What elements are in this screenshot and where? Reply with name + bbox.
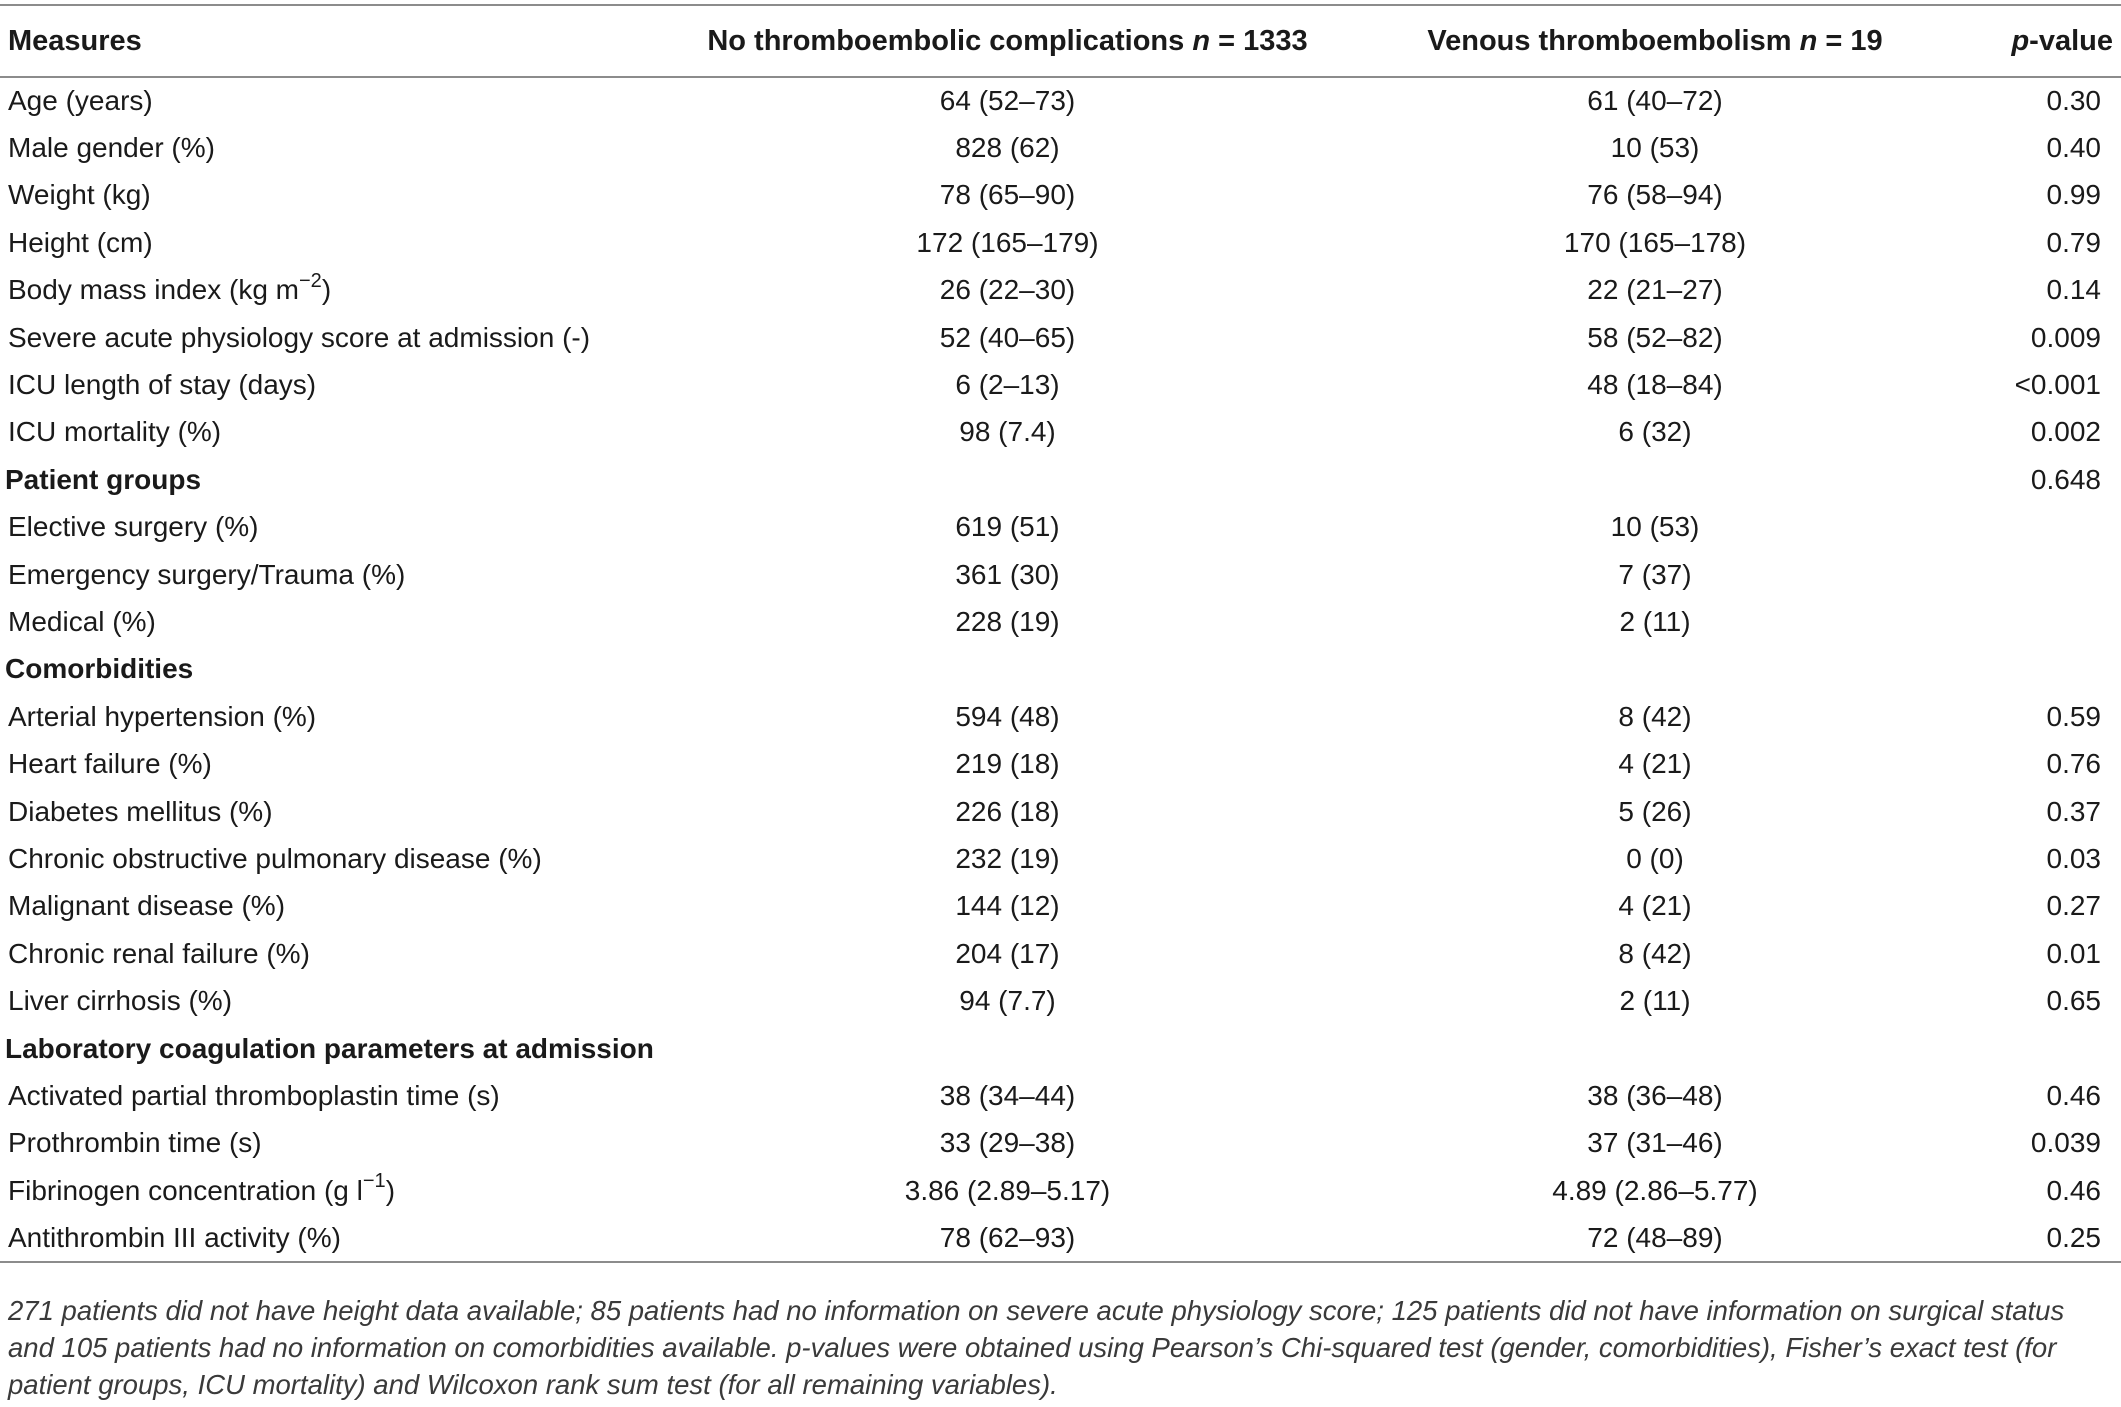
no-complications-value: 228 (19): [955, 605, 1060, 637]
no-complications-value: 3.86 (2.89–5.17): [904, 1174, 1111, 1206]
table-row: [0, 1167, 2121, 1214]
no-complications-value: 98 (7.4): [959, 416, 1056, 448]
no-complications-value: 828 (62): [955, 132, 1060, 164]
empty-cell: [660, 646, 1355, 693]
vte-value: 2 (11): [1619, 605, 1691, 637]
p-value-cell: [1955, 551, 2121, 598]
p-value-cell: 0.01: [2046, 937, 2101, 969]
p-value-cell: [1955, 1025, 2121, 1072]
table-row: [0, 504, 2121, 551]
no-complications-value: 594 (48): [955, 700, 1060, 732]
measure-label-text: Body mass index (kg m: [8, 274, 299, 306]
p-value-cell: 0.27: [2046, 890, 2101, 922]
p-value-cell: 0.40: [2046, 132, 2101, 164]
no-complications-value: 6 (2–13): [955, 369, 1060, 401]
measure-label: Medical (%): [8, 605, 156, 637]
header-measures: Measures: [0, 5, 660, 77]
measure-label: Emergency surgery/Trauma (%): [8, 558, 406, 590]
table-row: [0, 77, 2121, 124]
measure-label: ICU mortality (%): [8, 416, 222, 448]
header-p-symbol: p: [2011, 24, 2030, 57]
no-complications-value: 361 (30): [955, 558, 1060, 590]
no-complications-value: 26 (22–30): [939, 274, 1076, 306]
table-row: [0, 314, 2121, 361]
header-group2-label: Venous thromboembolism: [1427, 24, 1792, 57]
table-header: [0, 5, 2121, 77]
vte-value: 170 (165–178): [1563, 226, 1747, 258]
section-header-row: [0, 646, 2121, 693]
table-row: [0, 883, 2121, 930]
vte-value: 37 (31–46): [1587, 1127, 1723, 1159]
vte-value: 7 (37): [1618, 558, 1692, 590]
no-complications-value: 52 (40–65): [939, 321, 1076, 353]
p-value-cell: 0.76: [2046, 748, 2101, 780]
vte-value: 8 (42): [1618, 937, 1692, 969]
empty-cell: [1355, 456, 1955, 503]
table-row: [0, 693, 2121, 740]
header-no-complications: [660, 5, 1355, 77]
no-complications-value: 78 (62–93): [660, 1214, 1355, 1261]
table-row: [0, 267, 2121, 314]
patient-characteristics-table: [0, 4, 2121, 1263]
p-value-cell: [1955, 504, 2121, 551]
table-footnote: 271 patients did not have height data available; 85 patients had no information on severe acute physiology score; 125 patients did not have information on surgical status and 105 patients had no information on comorbidities available. p-values were obtained using Pearson’s Chi-squared test (gender, comorbidities), Fisher’s exact test (for patient groups, ICU mortality) and Wilcoxon rank sum test (for all remaining variables).: [8, 1295, 2065, 1400]
vte-value: 58 (52–82): [1587, 321, 1723, 353]
table-row: [0, 361, 2121, 408]
measure-label-text: Fibrinogen concentration (g l: [8, 1174, 363, 1206]
vte-value: 4 (21): [1618, 890, 1692, 922]
no-complications-value: 204 (17): [955, 937, 1060, 969]
p-value-cell: 0.14: [2046, 274, 2101, 306]
measure-label-end: ): [321, 274, 332, 306]
table-row: [0, 124, 2121, 171]
header-group2-n-value: = 19: [1817, 24, 1883, 57]
p-value-cell: 0.002: [2030, 416, 2101, 448]
header-group1-n-value: = 1333: [1210, 24, 1308, 57]
measure-label-end: ): [385, 1174, 396, 1206]
measure-label: Activated partial thromboplastin time (s): [8, 1079, 500, 1111]
measure-label: Age (years): [8, 85, 153, 117]
table-row: [0, 740, 2121, 787]
table-row: [0, 409, 2121, 456]
vte-value: 0 (0): [1626, 842, 1684, 874]
p-value-cell: 0.648: [2030, 463, 2101, 495]
p-value-cell: 0.79: [2046, 226, 2101, 258]
no-complications-value: 226 (18): [955, 795, 1060, 827]
no-complications-value: 219 (18): [955, 748, 1060, 780]
table-row: [0, 1214, 2121, 1261]
vte-value: 8 (42): [1618, 700, 1692, 732]
table-row: [0, 551, 2121, 598]
measure-label: ICU length of stay (days): [8, 369, 317, 401]
measure-label: Height (cm): [8, 226, 153, 258]
table-row: [0, 1120, 2121, 1167]
p-value-cell: <0.001: [2014, 369, 2101, 401]
no-complications-value: 232 (19): [955, 842, 1060, 874]
p-value-cell: 0.46: [2046, 1079, 2101, 1111]
p-value-cell: 0.59: [2046, 700, 2101, 732]
empty-cell: [1355, 1025, 1955, 1072]
no-complications-value: 619 (51): [955, 511, 1060, 543]
section-header-row: [0, 1025, 2121, 1072]
no-complications-value: 33 (29–38): [939, 1127, 1076, 1159]
vte-value: 4 (21): [1618, 748, 1692, 780]
p-value-cell: 0.25: [1955, 1214, 2121, 1261]
p-value-cell: 0.03: [2046, 842, 2101, 874]
vte-value: 22 (21–27): [1587, 274, 1723, 306]
empty-cell: [660, 1025, 1355, 1072]
measure-label: Diabetes mellitus (%): [8, 795, 273, 827]
measure-label: Malignant disease (%): [8, 890, 286, 922]
measure-label: Heart failure (%): [8, 748, 212, 780]
p-value-cell: 0.039: [2030, 1127, 2101, 1159]
no-complications-value: 172 (165–179): [916, 226, 1099, 258]
measure-label: Liver cirrhosis (%): [8, 985, 233, 1017]
vte-value: 4.89 (2.86–5.77): [1552, 1174, 1758, 1206]
empty-cell: [660, 456, 1355, 503]
table-row: [0, 219, 2121, 266]
measure-label: Severe acute physiology score at admission (-): [8, 321, 591, 353]
p-value-cell: 0.009: [2030, 321, 2101, 353]
p-value-cell: 0.37: [2046, 795, 2101, 827]
header-vte: [1355, 5, 1955, 77]
table-body: [0, 77, 2121, 1262]
header-p-suffix: -value: [2029, 24, 2113, 57]
header-row: [0, 5, 2121, 77]
vte-value: 72 (48–89): [1355, 1214, 1955, 1261]
header-group2-n-symbol: n: [1799, 24, 1818, 57]
measure-label: Arterial hypertension (%): [8, 700, 317, 732]
section-title: Patient groups: [5, 463, 202, 495]
no-complications-value: 78 (65–90): [939, 179, 1076, 211]
p-value-cell: [1955, 598, 2121, 645]
measure-label: Chronic obstructive pulmonary disease (%): [8, 842, 542, 874]
vte-value: 76 (58–94): [1587, 179, 1723, 211]
vte-value: 5 (26): [1618, 795, 1692, 827]
unit-exponent: −2: [299, 269, 322, 292]
no-complications-value: 144 (12): [955, 890, 1060, 922]
vte-value: 48 (18–84): [1587, 369, 1723, 401]
no-complications-value: 64 (52–73): [939, 85, 1076, 117]
measure-label: Male gender (%): [8, 132, 215, 164]
measure-label: Chronic renal failure (%): [8, 937, 310, 969]
vte-value: 6 (32): [1618, 416, 1692, 448]
p-value-cell: 0.46: [2046, 1174, 2101, 1206]
no-complications-value: 38 (34–44): [939, 1079, 1076, 1111]
section-title: Laboratory coagulation parameters at admission: [5, 1032, 654, 1064]
vte-value: 2 (11): [1619, 985, 1691, 1017]
p-value-cell: 0.65: [2046, 985, 2101, 1017]
vte-value: 10 (53): [1610, 132, 1700, 164]
vte-value: 38 (36–48): [1587, 1079, 1723, 1111]
table-row: [0, 1072, 2121, 1119]
measure-label: Antithrombin III activity (%): [0, 1214, 660, 1261]
table-row: [0, 172, 2121, 219]
vte-value: 10 (53): [1610, 511, 1700, 543]
table-row: [0, 977, 2121, 1024]
table-row: [0, 930, 2121, 977]
table-row: [0, 788, 2121, 835]
measure-label: Weight (kg): [8, 179, 151, 211]
unit-exponent: −1: [362, 1170, 386, 1193]
measure-label: Prothrombin time (s): [8, 1127, 262, 1159]
p-value-cell: 0.30: [2046, 85, 2101, 117]
table-row: [0, 598, 2121, 645]
header-group1-n-symbol: n: [1192, 24, 1211, 57]
measure-label: [0, 1167, 660, 1214]
no-complications-value: 94 (7.7): [959, 985, 1056, 1017]
header-p-value: [1955, 5, 2121, 77]
table-row: [0, 835, 2121, 882]
p-value-cell: [1955, 646, 2121, 693]
section-title: Comorbidities: [5, 653, 194, 685]
empty-cell: [1355, 646, 1955, 693]
measure-label: [0, 267, 660, 314]
header-group1-label: No thromboembolic complications: [707, 24, 1185, 57]
section-header-row: [0, 456, 2121, 503]
measure-label: Elective surgery (%): [8, 511, 259, 543]
vte-value: 61 (40–72): [1587, 85, 1723, 117]
p-value-cell: 0.99: [2046, 179, 2101, 211]
